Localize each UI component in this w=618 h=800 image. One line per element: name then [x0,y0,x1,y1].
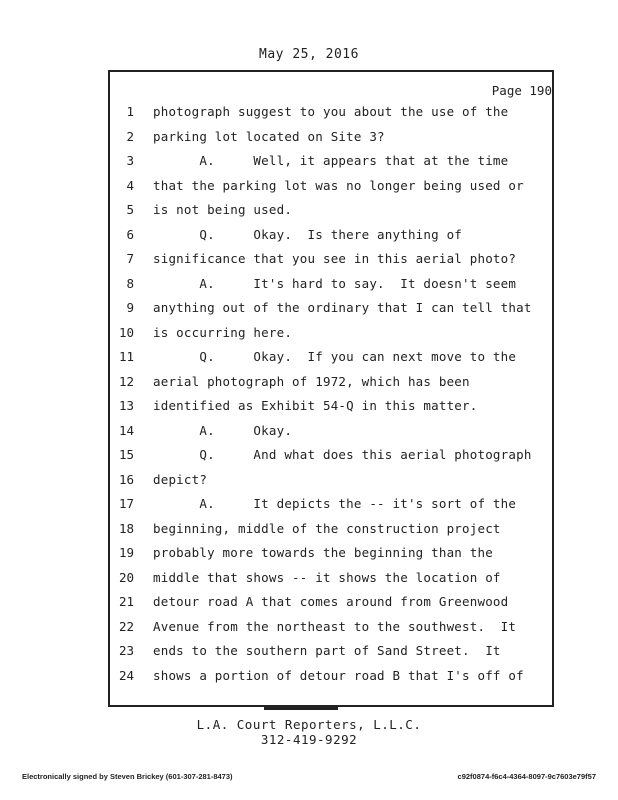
line-number: 17 [118,496,134,511]
line-text: A. Okay. [153,422,293,438]
transcript-line [0,668,618,693]
transcript-line [0,276,618,301]
line-text: Q. Okay. Is there anything of [153,226,463,242]
transcript-line [0,398,618,423]
transcript-line [0,300,618,325]
line-text: significance that you see in this aerial photo? [153,251,517,266]
line-number: 23 [118,643,134,658]
transcript-line [0,521,618,546]
transcript-line [0,374,618,399]
transcript-line [0,447,618,472]
page-bottom-marker [264,706,338,710]
line-text: identified as Exhibit 54-Q in this matter. [153,398,478,413]
line-number: 19 [118,545,134,560]
line-text: A. It depicts the -- it's sort of the [153,496,517,511]
transcript-line [0,129,618,154]
transcript-line [0,202,618,227]
transcript-line [0,496,618,521]
line-text: middle that shows -- it shows the location of [153,569,501,585]
line-number: 1 [126,104,134,119]
line-number: 21 [118,594,134,609]
transcript-line [0,349,618,374]
line-text: parking lot located on Site 3? [153,128,385,144]
line-number: 10 [118,324,134,340]
line-text: probably more towards the beginning than the [153,545,493,560]
line-number: 12 [118,373,134,389]
line-number: 14 [118,422,134,438]
line-number: 3 [126,153,134,168]
electronic-signature: Electronically signed by Steven Brickey (601-307-281-8473) [22,772,233,781]
line-text: Q. Okay. If you can next move to the [153,349,517,364]
transcript-line [0,545,618,570]
transcript-line [0,104,618,129]
transcript-line [0,643,618,668]
line-number: 20 [118,569,134,585]
line-number: 13 [118,398,134,413]
line-number: 2 [126,128,134,144]
line-text: shows a portion of detour road B that I's off of [153,667,524,683]
line-text: beginning, middle of the construction project [153,520,501,536]
document-hash: c92f0874-f6c4-4364-8097-9c7603e79f57 [457,772,596,781]
page-number: Page 190 [491,83,552,98]
line-number: 15 [118,447,134,462]
line-number: 7 [126,251,134,266]
line-text: Q. And what does this aerial photograph [153,447,532,462]
transcript-date: May 25, 2016 [259,47,359,62]
line-text: that the parking lot was no longer being used or [153,177,524,193]
line-text: is not being used. [153,202,293,217]
line-number: 5 [126,202,134,217]
line-number: 16 [118,471,134,487]
line-number: 4 [126,177,134,193]
transcript-line [0,619,618,644]
line-text: is occurring here. [153,324,293,340]
line-text: photograph suggest to you about the use of the [153,104,509,119]
transcript-line [0,423,618,448]
line-text: anything out of the ordinary that I can tell that [153,300,532,315]
line-text: ends to the southern part of Sand Street. It [153,643,501,658]
line-number: 24 [118,667,134,683]
line-text: detour road A that comes around from Greenwood [153,594,509,609]
transcript-line [0,251,618,276]
line-number: 8 [126,275,134,291]
transcript-line [0,472,618,497]
line-text: aerial photograph of 1972, which has been [153,373,470,389]
line-text: A. Well, it appears that at the time [153,153,509,168]
transcript-line [0,227,618,252]
line-number: 9 [126,300,134,315]
line-number: 11 [118,349,134,364]
transcript-line [0,178,618,203]
line-number: 22 [118,618,134,634]
transcript-line [0,153,618,178]
line-number: 6 [126,226,134,242]
line-number: 18 [118,520,134,536]
transcript-line [0,325,618,350]
court-reporter-name: L.A. Court Reporters, L.L.C. [196,717,422,732]
court-reporter-phone: 312-419-9292 [260,732,358,747]
line-text: depict? [153,471,208,487]
transcript-line [0,594,618,619]
transcript-line [0,570,618,595]
line-text: A. It's hard to say. It doesn't seem [153,275,517,291]
line-text: Avenue from the northeast to the southwest. It [153,618,517,634]
